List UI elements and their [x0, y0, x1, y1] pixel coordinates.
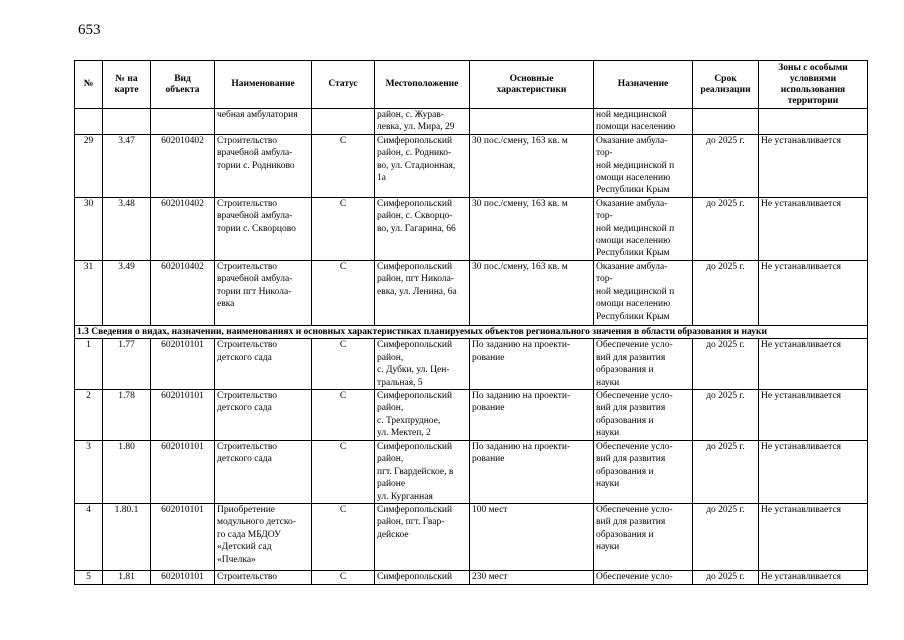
cell-purpose: Обеспечение усло- вий для развития образования и науки	[594, 440, 693, 503]
header-zones: Зоны с особыми условиями использования территории	[759, 61, 868, 109]
cell-zones: Не устанавливается	[759, 197, 868, 260]
cell-object-type: 602010101	[151, 440, 215, 503]
education-rows	[75, 339, 868, 585]
cell-characteristics: 30 пос./смену, 163 кв. м	[470, 260, 594, 325]
header-num: №	[75, 61, 103, 109]
cell-term: до 2025 г.	[693, 134, 759, 197]
cell-characteristics: По заданию на проекти- рование	[470, 339, 594, 390]
cell-purpose: Обеспечение усло- вий для развития образования и науки	[594, 339, 693, 390]
cell-purpose: Оказание амбула- тор- ной медицинской п омощи населению Республики Крым	[594, 197, 693, 260]
cell-map-number: 3.49	[103, 260, 151, 325]
cell-characteristics: По заданию на проекти- рование	[470, 389, 594, 440]
cell-zones: Не устанавливается	[759, 570, 868, 584]
cell-zones: Не устанавливается	[759, 389, 868, 440]
cell-purpose: Обеспечение усло- вий для развития образования и науки	[594, 503, 693, 570]
cell-num	[75, 109, 103, 135]
cell-location: Симферопольский район, с. Дубки, ул. Цен- тральная, 5	[375, 339, 470, 390]
cell-zones: Не устанавливается	[759, 339, 868, 390]
cell-status	[312, 109, 375, 135]
cell-purpose: Обеспечение усло- вий для развития образования и науки	[594, 389, 693, 440]
cell-location: Симферопольский район, с. Скворцо- во, ул. Гагарина, 66	[375, 197, 470, 260]
cell-status: С	[312, 134, 375, 197]
cell-location: Симферопольский район, пгт. Гвардейское, в районе ул. Курганная	[375, 440, 470, 503]
cell-num: 29	[75, 134, 103, 197]
header-characteristics: Основные характеристики	[470, 61, 594, 109]
cell-name: чебная амбулатория	[215, 109, 312, 135]
header-status: Статус	[312, 61, 375, 109]
cell-map-number: 1.80	[103, 440, 151, 503]
header-term: Срок реализации	[693, 61, 759, 109]
cell-map-number: 3.47	[103, 134, 151, 197]
cell-purpose: Оказание амбула- тор- ной медицинской п омощи населению Республики Крым	[594, 134, 693, 197]
cell-object-type	[151, 109, 215, 135]
table-row	[75, 134, 868, 197]
cell-location: район, с. Журав- левка, ул. Мира, 29	[375, 109, 470, 135]
cell-name: Строительство детского сада	[215, 389, 312, 440]
cell-name: Строительство детского сада	[215, 440, 312, 503]
cell-status: С	[312, 339, 375, 390]
header-purpose: Назначение	[594, 61, 693, 109]
page-number: 653	[78, 22, 101, 38]
cell-term: до 2025 г.	[693, 389, 759, 440]
table-row	[75, 197, 868, 260]
cell-object-type: 602010101	[151, 389, 215, 440]
section-row	[75, 325, 868, 338]
cell-zones: Не устанавливается	[759, 440, 868, 503]
cell-num: 3	[75, 440, 103, 503]
cell-location: Симферопольский район, с. Роднико- во, ул. Стадионная, 1а	[375, 134, 470, 197]
cell-num: 2	[75, 389, 103, 440]
cell-characteristics: По заданию на проекти- рование	[470, 440, 594, 503]
cell-name: Строительство	[215, 570, 312, 584]
cell-num: 31	[75, 260, 103, 325]
cell-term: до 2025 г.	[693, 339, 759, 390]
cell-num: 1	[75, 339, 103, 390]
table-row	[75, 440, 868, 503]
cell-map-number: 1.81	[103, 570, 151, 584]
cell-map-number: 3.48	[103, 197, 151, 260]
cell-location: Симферопольский район, пгт Никола- евка, ул. Ленина, 6а	[375, 260, 470, 325]
cell-name: Строительство детского сада	[215, 339, 312, 390]
cell-object-type: 602010101	[151, 339, 215, 390]
cell-map-number: 1.80.1	[103, 503, 151, 570]
cell-object-type: 602010402	[151, 197, 215, 260]
header-map-number: № на карте	[103, 61, 151, 109]
cell-status: С	[312, 440, 375, 503]
cell-object-type: 602010402	[151, 260, 215, 325]
cell-name: Строительство врачебной амбула- тории пгт Никола- евка	[215, 260, 312, 325]
cell-object-type: 602010101	[151, 570, 215, 584]
cell-location: Симферопольский район, с. Трехпрудное, ул. Мектеп, 2	[375, 389, 470, 440]
cell-characteristics	[470, 109, 594, 135]
cell-map-number: 1.77	[103, 339, 151, 390]
cell-term: до 2025 г.	[693, 197, 759, 260]
table-row	[75, 570, 868, 584]
cell-characteristics: 100 мест	[470, 503, 594, 570]
cell-num: 5	[75, 570, 103, 584]
cell-map-number	[103, 109, 151, 135]
table-row	[75, 260, 868, 325]
cell-zones: Не устанавливается	[759, 503, 868, 570]
cell-status: С	[312, 260, 375, 325]
cell-status: С	[312, 570, 375, 584]
cell-zones: Не устанавливается	[759, 260, 868, 325]
cell-zones	[759, 109, 868, 135]
table-row	[75, 389, 868, 440]
cell-map-number: 1.78	[103, 389, 151, 440]
table-row	[75, 503, 868, 570]
header-object-type: Вид объекта	[151, 61, 215, 109]
cell-characteristics: 230 мест	[470, 570, 594, 584]
cell-characteristics: 30 пос./смену, 163 кв. м	[470, 197, 594, 260]
table-row	[75, 339, 868, 390]
cell-purpose: Обеспечение усло-	[594, 570, 693, 584]
header-location: Местоположение	[375, 61, 470, 109]
cell-status: С	[312, 197, 375, 260]
header-name: Наименование	[215, 61, 312, 109]
cell-object-type: 602010101	[151, 503, 215, 570]
cell-term: до 2025 г.	[693, 503, 759, 570]
cell-term: до 2025 г.	[693, 440, 759, 503]
section-title: 1.3 Сведения о видах, назначении, наименованиях и основных характеристиках планируемых объектов регионального значения в области образования и науки	[75, 325, 868, 338]
cell-location: Симферопольский район, пгт. Гвар- дейское	[375, 503, 470, 570]
cell-status: С	[312, 503, 375, 570]
cell-term: до 2025 г.	[693, 260, 759, 325]
cell-purpose: ной медицинской помощи населению	[594, 109, 693, 135]
cell-status: С	[312, 389, 375, 440]
table-header-row	[75, 61, 868, 109]
cell-term	[693, 109, 759, 135]
cell-location: Симферопольский	[375, 570, 470, 584]
cell-object-type: 602010402	[151, 134, 215, 197]
healthcare-rows	[75, 109, 868, 326]
cell-num: 30	[75, 197, 103, 260]
cell-zones: Не устанавливается	[759, 134, 868, 197]
cell-name: Строительство врачебной амбула- тории с. Скворцово	[215, 197, 312, 260]
cell-purpose: Оказание амбула- тор- ной медицинской п омощи населению Республики Крым	[594, 260, 693, 325]
cell-characteristics: 30 пос./смену, 163 кв. м	[470, 134, 594, 197]
cell-term: до 2025 г.	[693, 570, 759, 584]
cell-name: Приобретение модульного детско- го сада МБДОУ «Детский сад «Пчелка»	[215, 503, 312, 570]
cell-name: Строительство врачебной амбула- тории с. Родниково	[215, 134, 312, 197]
table-row	[75, 109, 868, 135]
objects-table	[74, 60, 868, 585]
cell-num: 4	[75, 503, 103, 570]
